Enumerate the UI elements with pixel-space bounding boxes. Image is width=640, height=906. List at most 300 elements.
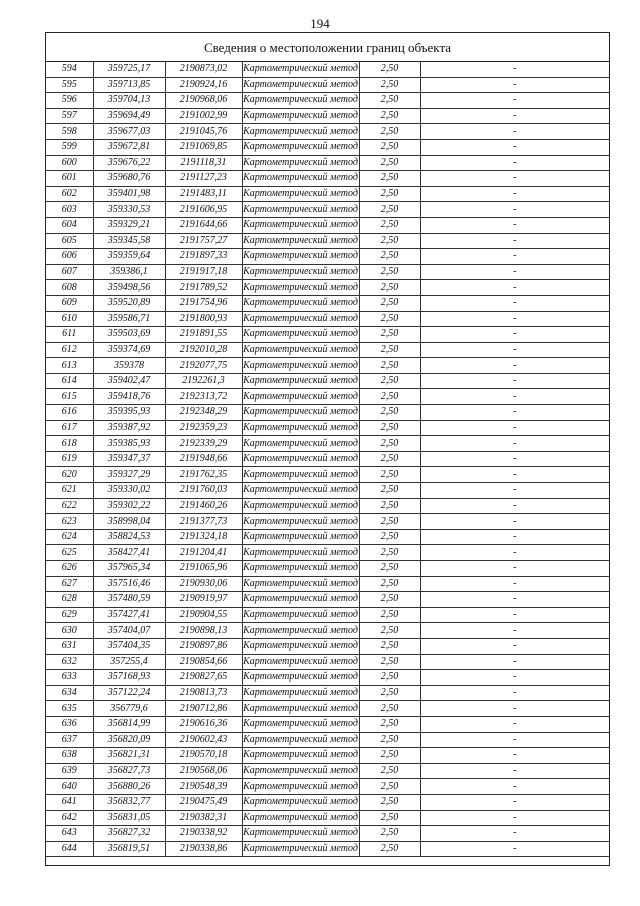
table-row xyxy=(46,327,609,343)
point-number-cell: 609 xyxy=(46,295,93,311)
point-number-cell: 627 xyxy=(46,576,93,592)
method-cell: Картометрический метод xyxy=(242,467,359,483)
y-coordinate-cell: 2190548,39 xyxy=(165,779,242,795)
x-coordinate-cell: 357404,35 xyxy=(93,638,165,654)
description-cell: - xyxy=(420,529,609,545)
y-coordinate-cell: 2190338,86 xyxy=(165,841,242,857)
x-coordinate-cell: 359330,53 xyxy=(93,202,165,218)
point-number-cell: 643 xyxy=(46,826,93,842)
y-coordinate-cell: 2190712,86 xyxy=(165,701,242,717)
y-coordinate-cell: 2192359,23 xyxy=(165,420,242,436)
table-row xyxy=(46,685,609,701)
description-cell: - xyxy=(420,514,609,530)
method-cell: Картометрический метод xyxy=(242,638,359,654)
y-coordinate-cell: 2191065,96 xyxy=(165,561,242,577)
y-coordinate-cell: 2192313,72 xyxy=(165,389,242,405)
method-cell: Картометрический метод xyxy=(242,233,359,249)
y-coordinate-cell: 2191483,11 xyxy=(165,186,242,202)
table-row xyxy=(46,592,609,608)
method-cell: Картометрический метод xyxy=(242,217,359,233)
y-coordinate-cell: 2191045,76 xyxy=(165,124,242,140)
table-row xyxy=(46,389,609,405)
table-row xyxy=(46,748,609,764)
precision-cell: 2,50 xyxy=(359,342,420,358)
description-cell: - xyxy=(420,186,609,202)
description-cell: - xyxy=(420,389,609,405)
x-coordinate-cell: 359327,29 xyxy=(93,467,165,483)
description-cell: - xyxy=(420,93,609,109)
method-cell: Картометрический метод xyxy=(242,295,359,311)
x-coordinate-cell: 356832,77 xyxy=(93,794,165,810)
x-coordinate-cell: 358998,04 xyxy=(93,514,165,530)
point-number-cell: 639 xyxy=(46,763,93,779)
precision-cell: 2,50 xyxy=(359,561,420,577)
method-cell: Картометрический метод xyxy=(242,139,359,155)
x-coordinate-cell: 356827,73 xyxy=(93,763,165,779)
table-row xyxy=(46,794,609,810)
description-cell: - xyxy=(420,467,609,483)
y-coordinate-cell: 2190897,86 xyxy=(165,638,242,654)
description-cell: - xyxy=(420,841,609,857)
description-cell: - xyxy=(420,249,609,265)
precision-cell: 2,50 xyxy=(359,249,420,265)
point-number-cell: 617 xyxy=(46,420,93,436)
description-cell: - xyxy=(420,701,609,717)
method-cell: Картометрический метод xyxy=(242,607,359,623)
table-row xyxy=(46,810,609,826)
description-cell: - xyxy=(420,155,609,171)
method-cell: Картометрический метод xyxy=(242,561,359,577)
x-coordinate-cell: 356819,51 xyxy=(93,841,165,857)
description-cell: - xyxy=(420,623,609,639)
description-cell: - xyxy=(420,545,609,561)
precision-cell: 2,50 xyxy=(359,358,420,374)
precision-cell: 2,50 xyxy=(359,685,420,701)
coordinates-table-frame xyxy=(45,32,610,866)
x-coordinate-cell: 359725,17 xyxy=(93,62,165,77)
precision-cell: 2,50 xyxy=(359,794,420,810)
y-coordinate-cell: 2192339,29 xyxy=(165,436,242,452)
method-cell: Картометрический метод xyxy=(242,405,359,421)
table-row xyxy=(46,249,609,265)
y-coordinate-cell: 2191460,26 xyxy=(165,498,242,514)
table-row xyxy=(46,77,609,93)
table-row xyxy=(46,498,609,514)
y-coordinate-cell: 2191002,99 xyxy=(165,108,242,124)
x-coordinate-cell: 359395,93 xyxy=(93,405,165,421)
description-cell: - xyxy=(420,342,609,358)
x-coordinate-cell: 359672,81 xyxy=(93,139,165,155)
method-cell: Картометрический метод xyxy=(242,436,359,452)
description-cell: - xyxy=(420,779,609,795)
method-cell: Картометрический метод xyxy=(242,202,359,218)
y-coordinate-cell: 2192010,28 xyxy=(165,342,242,358)
y-coordinate-cell: 2190475,49 xyxy=(165,794,242,810)
point-number-cell: 594 xyxy=(46,62,93,77)
point-number-cell: 615 xyxy=(46,389,93,405)
precision-cell: 2,50 xyxy=(359,77,420,93)
precision-cell: 2,50 xyxy=(359,217,420,233)
precision-cell: 2,50 xyxy=(359,405,420,421)
table-row xyxy=(46,342,609,358)
method-cell: Картометрический метод xyxy=(242,327,359,343)
y-coordinate-cell: 2190338,92 xyxy=(165,826,242,842)
precision-cell: 2,50 xyxy=(359,701,420,717)
x-coordinate-cell: 357404,07 xyxy=(93,623,165,639)
description-cell: - xyxy=(420,561,609,577)
description-cell: - xyxy=(420,62,609,77)
y-coordinate-cell: 2191118,31 xyxy=(165,155,242,171)
y-coordinate-cell: 2190827,65 xyxy=(165,670,242,686)
point-number-cell: 641 xyxy=(46,794,93,810)
precision-cell: 2,50 xyxy=(359,373,420,389)
method-cell: Картометрический метод xyxy=(242,498,359,514)
precision-cell: 2,50 xyxy=(359,779,420,795)
x-coordinate-cell: 357168,93 xyxy=(93,670,165,686)
x-coordinate-cell: 359503,69 xyxy=(93,327,165,343)
table-row xyxy=(46,311,609,327)
method-cell: Картометрический метод xyxy=(242,716,359,732)
point-number-cell: 616 xyxy=(46,405,93,421)
y-coordinate-cell: 2191069,85 xyxy=(165,139,242,155)
point-number-cell: 633 xyxy=(46,670,93,686)
y-coordinate-cell: 2191606,95 xyxy=(165,202,242,218)
y-coordinate-cell: 2191377,73 xyxy=(165,514,242,530)
precision-cell: 2,50 xyxy=(359,62,420,77)
table-row xyxy=(46,124,609,140)
y-coordinate-cell: 2190813,73 xyxy=(165,685,242,701)
description-cell: - xyxy=(420,670,609,686)
table-row xyxy=(46,420,609,436)
table-row xyxy=(46,545,609,561)
precision-cell: 2,50 xyxy=(359,436,420,452)
precision-cell: 2,50 xyxy=(359,623,420,639)
description-cell: - xyxy=(420,638,609,654)
point-number-cell: 624 xyxy=(46,529,93,545)
precision-cell: 2,50 xyxy=(359,514,420,530)
table-row xyxy=(46,701,609,717)
x-coordinate-cell: 359694,49 xyxy=(93,108,165,124)
method-cell: Картометрический метод xyxy=(242,358,359,374)
method-cell: Картометрический метод xyxy=(242,545,359,561)
y-coordinate-cell: 2190898,13 xyxy=(165,623,242,639)
y-coordinate-cell: 2191760,03 xyxy=(165,483,242,499)
point-number-cell: 638 xyxy=(46,748,93,764)
method-cell: Картометрический метод xyxy=(242,77,359,93)
y-coordinate-cell: 2191324,18 xyxy=(165,529,242,545)
y-coordinate-cell: 2190924,16 xyxy=(165,77,242,93)
x-coordinate-cell: 359329,21 xyxy=(93,217,165,233)
table-row xyxy=(46,529,609,545)
method-cell: Картометрический метод xyxy=(242,763,359,779)
table-row xyxy=(46,264,609,280)
y-coordinate-cell: 2190602,43 xyxy=(165,732,242,748)
method-cell: Картометрический метод xyxy=(242,701,359,717)
precision-cell: 2,50 xyxy=(359,155,420,171)
method-cell: Картометрический метод xyxy=(242,514,359,530)
description-cell: - xyxy=(420,373,609,389)
point-number-cell: 625 xyxy=(46,545,93,561)
method-cell: Картометрический метод xyxy=(242,841,359,857)
point-number-cell: 618 xyxy=(46,436,93,452)
table-row xyxy=(46,763,609,779)
precision-cell: 2,50 xyxy=(359,607,420,623)
description-cell: - xyxy=(420,295,609,311)
point-number-cell: 601 xyxy=(46,171,93,187)
description-cell: - xyxy=(420,607,609,623)
table-row xyxy=(46,670,609,686)
point-number-cell: 628 xyxy=(46,592,93,608)
table-row xyxy=(46,171,609,187)
page-number: 194 xyxy=(310,16,330,31)
point-number-cell: 622 xyxy=(46,498,93,514)
table-row xyxy=(46,295,609,311)
table-row xyxy=(46,280,609,296)
table-row xyxy=(46,202,609,218)
table-row xyxy=(46,514,609,530)
y-coordinate-cell: 2191757,27 xyxy=(165,233,242,249)
precision-cell: 2,50 xyxy=(359,93,420,109)
method-cell: Картометрический метод xyxy=(242,576,359,592)
table-row xyxy=(46,654,609,670)
table-row xyxy=(46,93,609,109)
point-number-cell: 623 xyxy=(46,514,93,530)
method-cell: Картометрический метод xyxy=(242,779,359,795)
point-number-cell: 598 xyxy=(46,124,93,140)
description-cell: - xyxy=(420,576,609,592)
precision-cell: 2,50 xyxy=(359,529,420,545)
x-coordinate-cell: 359680,76 xyxy=(93,171,165,187)
precision-cell: 2,50 xyxy=(359,732,420,748)
table-row xyxy=(46,358,609,374)
description-cell: - xyxy=(420,108,609,124)
method-cell: Картометрический метод xyxy=(242,794,359,810)
point-number-cell: 634 xyxy=(46,685,93,701)
table-row xyxy=(46,108,609,124)
method-cell: Картометрический метод xyxy=(242,670,359,686)
table-row xyxy=(46,405,609,421)
precision-cell: 2,50 xyxy=(359,810,420,826)
point-number-cell: 630 xyxy=(46,623,93,639)
description-cell: - xyxy=(420,498,609,514)
precision-cell: 2,50 xyxy=(359,483,420,499)
table-row xyxy=(46,638,609,654)
description-cell: - xyxy=(420,405,609,421)
description-cell: - xyxy=(420,763,609,779)
x-coordinate-cell: 357516,46 xyxy=(93,576,165,592)
table-row xyxy=(46,576,609,592)
precision-cell: 2,50 xyxy=(359,389,420,405)
table-row xyxy=(46,217,609,233)
precision-cell: 2,50 xyxy=(359,171,420,187)
table-row xyxy=(46,732,609,748)
description-cell: - xyxy=(420,420,609,436)
description-cell: - xyxy=(420,685,609,701)
table-row xyxy=(46,716,609,732)
y-coordinate-cell: 2191127,23 xyxy=(165,171,242,187)
precision-cell: 2,50 xyxy=(359,327,420,343)
precision-cell: 2,50 xyxy=(359,592,420,608)
description-cell: - xyxy=(420,748,609,764)
description-cell: - xyxy=(420,202,609,218)
precision-cell: 2,50 xyxy=(359,108,420,124)
point-number-cell: 600 xyxy=(46,155,93,171)
point-number-cell: 626 xyxy=(46,561,93,577)
x-coordinate-cell: 356779,6 xyxy=(93,701,165,717)
precision-cell: 2,50 xyxy=(359,451,420,467)
coordinates-table xyxy=(46,62,609,857)
method-cell: Картометрический метод xyxy=(242,685,359,701)
x-coordinate-cell: 356880,26 xyxy=(93,779,165,795)
x-coordinate-cell: 359676,22 xyxy=(93,155,165,171)
table-row xyxy=(46,155,609,171)
table-row xyxy=(46,561,609,577)
point-number-cell: 631 xyxy=(46,638,93,654)
x-coordinate-cell: 359378 xyxy=(93,358,165,374)
y-coordinate-cell: 2191917,18 xyxy=(165,264,242,280)
point-number-cell: 629 xyxy=(46,607,93,623)
x-coordinate-cell: 359347,37 xyxy=(93,451,165,467)
point-number-cell: 621 xyxy=(46,483,93,499)
x-coordinate-cell: 359402,47 xyxy=(93,373,165,389)
x-coordinate-cell: 358824,53 xyxy=(93,529,165,545)
description-cell: - xyxy=(420,124,609,140)
x-coordinate-cell: 357480,59 xyxy=(93,592,165,608)
point-number-cell: 611 xyxy=(46,327,93,343)
method-cell: Картометрический метод xyxy=(242,654,359,670)
description-cell: - xyxy=(420,436,609,452)
method-cell: Картометрический метод xyxy=(242,623,359,639)
y-coordinate-cell: 2190616,36 xyxy=(165,716,242,732)
precision-cell: 2,50 xyxy=(359,186,420,202)
precision-cell: 2,50 xyxy=(359,841,420,857)
table-row xyxy=(46,467,609,483)
y-coordinate-cell: 2192261,3 xyxy=(165,373,242,389)
point-number-cell: 606 xyxy=(46,249,93,265)
point-number-cell: 644 xyxy=(46,841,93,857)
precision-cell: 2,50 xyxy=(359,670,420,686)
point-number-cell: 595 xyxy=(46,77,93,93)
precision-cell: 2,50 xyxy=(359,763,420,779)
table-row xyxy=(46,826,609,842)
x-coordinate-cell: 359359,64 xyxy=(93,249,165,265)
method-cell: Картометрический метод xyxy=(242,108,359,124)
y-coordinate-cell: 2191204,41 xyxy=(165,545,242,561)
y-coordinate-cell: 2190570,18 xyxy=(165,748,242,764)
method-cell: Картометрический метод xyxy=(242,155,359,171)
y-coordinate-cell: 2191897,33 xyxy=(165,249,242,265)
description-cell: - xyxy=(420,483,609,499)
table-row xyxy=(46,139,609,155)
point-number-cell: 619 xyxy=(46,451,93,467)
description-cell: - xyxy=(420,732,609,748)
description-cell: - xyxy=(420,77,609,93)
x-coordinate-cell: 357427,41 xyxy=(93,607,165,623)
x-coordinate-cell: 359520,89 xyxy=(93,295,165,311)
method-cell: Картометрический метод xyxy=(242,280,359,296)
table-row xyxy=(46,623,609,639)
y-coordinate-cell: 2192077,75 xyxy=(165,358,242,374)
point-number-cell: 637 xyxy=(46,732,93,748)
description-cell: - xyxy=(420,826,609,842)
description-cell: - xyxy=(420,654,609,670)
point-number-cell: 597 xyxy=(46,108,93,124)
y-coordinate-cell: 2191948,66 xyxy=(165,451,242,467)
y-coordinate-cell: 2191762,35 xyxy=(165,467,242,483)
y-coordinate-cell: 2191644,66 xyxy=(165,217,242,233)
description-cell: - xyxy=(420,327,609,343)
table-row xyxy=(46,451,609,467)
precision-cell: 2,50 xyxy=(359,826,420,842)
precision-cell: 2,50 xyxy=(359,311,420,327)
x-coordinate-cell: 359704,13 xyxy=(93,93,165,109)
precision-cell: 2,50 xyxy=(359,295,420,311)
description-cell: - xyxy=(420,358,609,374)
description-cell: - xyxy=(420,233,609,249)
description-cell: - xyxy=(420,810,609,826)
y-coordinate-cell: 2190968,06 xyxy=(165,93,242,109)
precision-cell: 2,50 xyxy=(359,139,420,155)
x-coordinate-cell: 359385,93 xyxy=(93,436,165,452)
method-cell: Картометрический метод xyxy=(242,389,359,405)
table-row xyxy=(46,186,609,202)
x-coordinate-cell: 359330,02 xyxy=(93,483,165,499)
precision-cell: 2,50 xyxy=(359,576,420,592)
precision-cell: 2,50 xyxy=(359,498,420,514)
method-cell: Картометрический метод xyxy=(242,592,359,608)
point-number-cell: 640 xyxy=(46,779,93,795)
precision-cell: 2,50 xyxy=(359,545,420,561)
y-coordinate-cell: 2192348,29 xyxy=(165,405,242,421)
precision-cell: 2,50 xyxy=(359,233,420,249)
method-cell: Картометрический метод xyxy=(242,62,359,77)
x-coordinate-cell: 357255,4 xyxy=(93,654,165,670)
method-cell: Картометрический метод xyxy=(242,420,359,436)
point-number-cell: 599 xyxy=(46,139,93,155)
point-number-cell: 604 xyxy=(46,217,93,233)
y-coordinate-cell: 2190930,06 xyxy=(165,576,242,592)
point-number-cell: 607 xyxy=(46,264,93,280)
description-cell: - xyxy=(420,264,609,280)
method-cell: Картометрический метод xyxy=(242,748,359,764)
table-row xyxy=(46,779,609,795)
x-coordinate-cell: 359418,76 xyxy=(93,389,165,405)
x-coordinate-cell: 359498,56 xyxy=(93,280,165,296)
y-coordinate-cell: 2190568,06 xyxy=(165,763,242,779)
y-coordinate-cell: 2191789,52 xyxy=(165,280,242,296)
point-number-cell: 636 xyxy=(46,716,93,732)
precision-cell: 2,50 xyxy=(359,748,420,764)
x-coordinate-cell: 359387,92 xyxy=(93,420,165,436)
y-coordinate-cell: 2190854,66 xyxy=(165,654,242,670)
method-cell: Картометрический метод xyxy=(242,311,359,327)
point-number-cell: 605 xyxy=(46,233,93,249)
method-cell: Картометрический метод xyxy=(242,810,359,826)
x-coordinate-cell: 357122,24 xyxy=(93,685,165,701)
table-row xyxy=(46,607,609,623)
y-coordinate-cell: 2191891,55 xyxy=(165,327,242,343)
point-number-cell: 642 xyxy=(46,810,93,826)
description-cell: - xyxy=(420,171,609,187)
method-cell: Картометрический метод xyxy=(242,124,359,140)
x-coordinate-cell: 359386,1 xyxy=(93,264,165,280)
x-coordinate-cell: 359345,58 xyxy=(93,233,165,249)
method-cell: Картометрический метод xyxy=(242,373,359,389)
method-cell: Картометрический метод xyxy=(242,249,359,265)
point-number-cell: 602 xyxy=(46,186,93,202)
point-number-cell: 613 xyxy=(46,358,93,374)
method-cell: Картометрический метод xyxy=(242,451,359,467)
